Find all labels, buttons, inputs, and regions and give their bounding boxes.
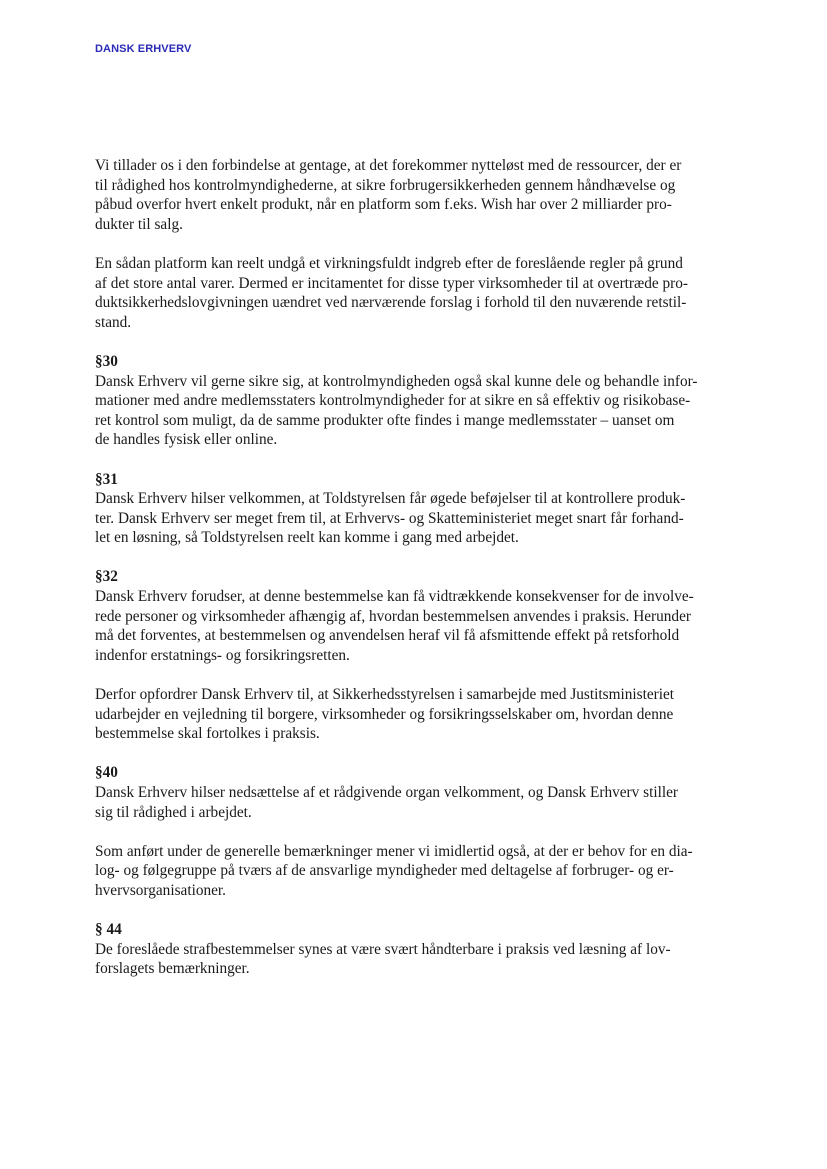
- section-paragraph: [95, 783, 735, 822]
- section-paragraph: [95, 842, 735, 901]
- section-paragraph: [95, 587, 735, 665]
- text-line: hvervsorganisationer.: [95, 881, 226, 899]
- intro-paragraph-2: [95, 254, 735, 332]
- section-paragraph: [95, 489, 735, 548]
- text-line: Som anført under de generelle bemærkninger mener vi imidlertid også, at der er behov for en dia-: [95, 842, 693, 860]
- section-paragraph: [95, 940, 735, 979]
- section-heading: §40: [95, 764, 118, 782]
- text-line: må det forventes, at bestemmelsen og anvendelsen heraf vil få afsmittende effekt på retsforhold: [95, 627, 680, 645]
- text-line: duktsikkerhedslovgivningen uændret ved nærværende forslag i forhold til den nuværende retstil-: [95, 294, 687, 312]
- section-heading: §32: [95, 568, 118, 586]
- section-heading: §31: [95, 470, 118, 488]
- text-line: indenfor erstatnings- og forsikringsretten.: [95, 646, 350, 664]
- text-line: forslagets bemærkninger.: [95, 960, 250, 978]
- text-line: ret kontrol som muligt, da de samme produkter ofte findes i mange medlemsstater – uanset om: [95, 411, 675, 429]
- section-40: [95, 763, 735, 900]
- text-line: stand.: [95, 313, 132, 331]
- text-line: ter. Dansk Erhverv ser meget frem til, at Erhvervs- og Skatteministeriet meget snart får forhand-: [95, 509, 684, 527]
- text-line: let en løsning, så Toldstyrelsen reelt kan komme i gang med arbejdet.: [95, 529, 519, 547]
- document-body: [95, 156, 735, 999]
- text-line: dukter til salg.: [95, 215, 183, 233]
- text-line: påbud overfor hvert enkelt produkt, når en platform som f.eks. Wish har over 2 milliarder pro-: [95, 196, 672, 214]
- text-line: Dansk Erhverv hilser velkommen, at Toldstyrelsen får øgede beføjelser til at kontrollere produk-: [95, 490, 686, 508]
- text-line: log- og følgegruppe på tværs af de ansvarlige myndigheder med deltagelse af forbruger- og er-: [95, 862, 674, 880]
- text-line: af det store antal varer. Dermed er incitamentet for disse typer virksomheder til at overtræde pro-: [95, 274, 688, 292]
- section-paragraph: [95, 372, 735, 450]
- text-line: de handles fysisk eller online.: [95, 431, 278, 449]
- section-heading: §30: [95, 352, 118, 370]
- intro-paragraph-1: [95, 156, 735, 234]
- text-line: mationer med andre medlemsstaters kontrolmyndigheder for at sikre en så effektiv og risikobase-: [95, 392, 691, 410]
- text-line: Dansk Erhverv vil gerne sikre sig, at kontrolmyndigheden også skal kunne dele og behandle infor-: [95, 372, 698, 390]
- text-line: Vi tillader os i den forbindelse at gentage, at det forekommer nytteløst med de ressourcer, der er: [95, 157, 682, 174]
- section-30: [95, 352, 735, 450]
- organization-header: DANSK ERHVERV: [95, 43, 192, 55]
- text-line: En sådan platform kan reelt undgå et virkningsfuldt indgreb efter de foreslående regler på grund: [95, 254, 683, 272]
- text-line: rede personer og virksomheder afhængig af, hvordan bestemmelsen anvendes i praksis. Herunder: [95, 607, 691, 625]
- section-44: [95, 920, 735, 979]
- section-31: [95, 470, 735, 548]
- text-line: Derfor opfordrer Dansk Erhverv til, at Sikkerhedsstyrelsen i samarbejde med Justitsministeriet: [95, 686, 675, 704]
- section-heading: § 44: [95, 921, 122, 939]
- text-line: Dansk Erhverv hilser nedsættelse af et rådgivende organ velkomment, og Dansk Erhverv stiller: [95, 784, 678, 801]
- text-line: sig til rådighed i arbejdet.: [95, 803, 252, 821]
- text-line: Dansk Erhverv forudser, at denne bestemmelse kan få vidtrækkende konsekvenser for de involve-: [95, 588, 694, 606]
- text-line: De foreslåede strafbestemmelser synes at være svært håndterbare i praksis ved læsning af lov-: [95, 940, 671, 958]
- text-line: udarbejder en vejledning til borgere, virksomheder og forsikringsselskaber om, hvordan denne: [95, 705, 674, 723]
- text-line: til rådighed hos kontrolmyndighederne, at sikre forbrugersikkerheden gennem håndhævelse og: [95, 176, 676, 194]
- section-paragraph: [95, 685, 735, 744]
- section-32: [95, 567, 735, 743]
- text-line: bestemmelse skal fortolkes i praksis.: [95, 725, 320, 743]
